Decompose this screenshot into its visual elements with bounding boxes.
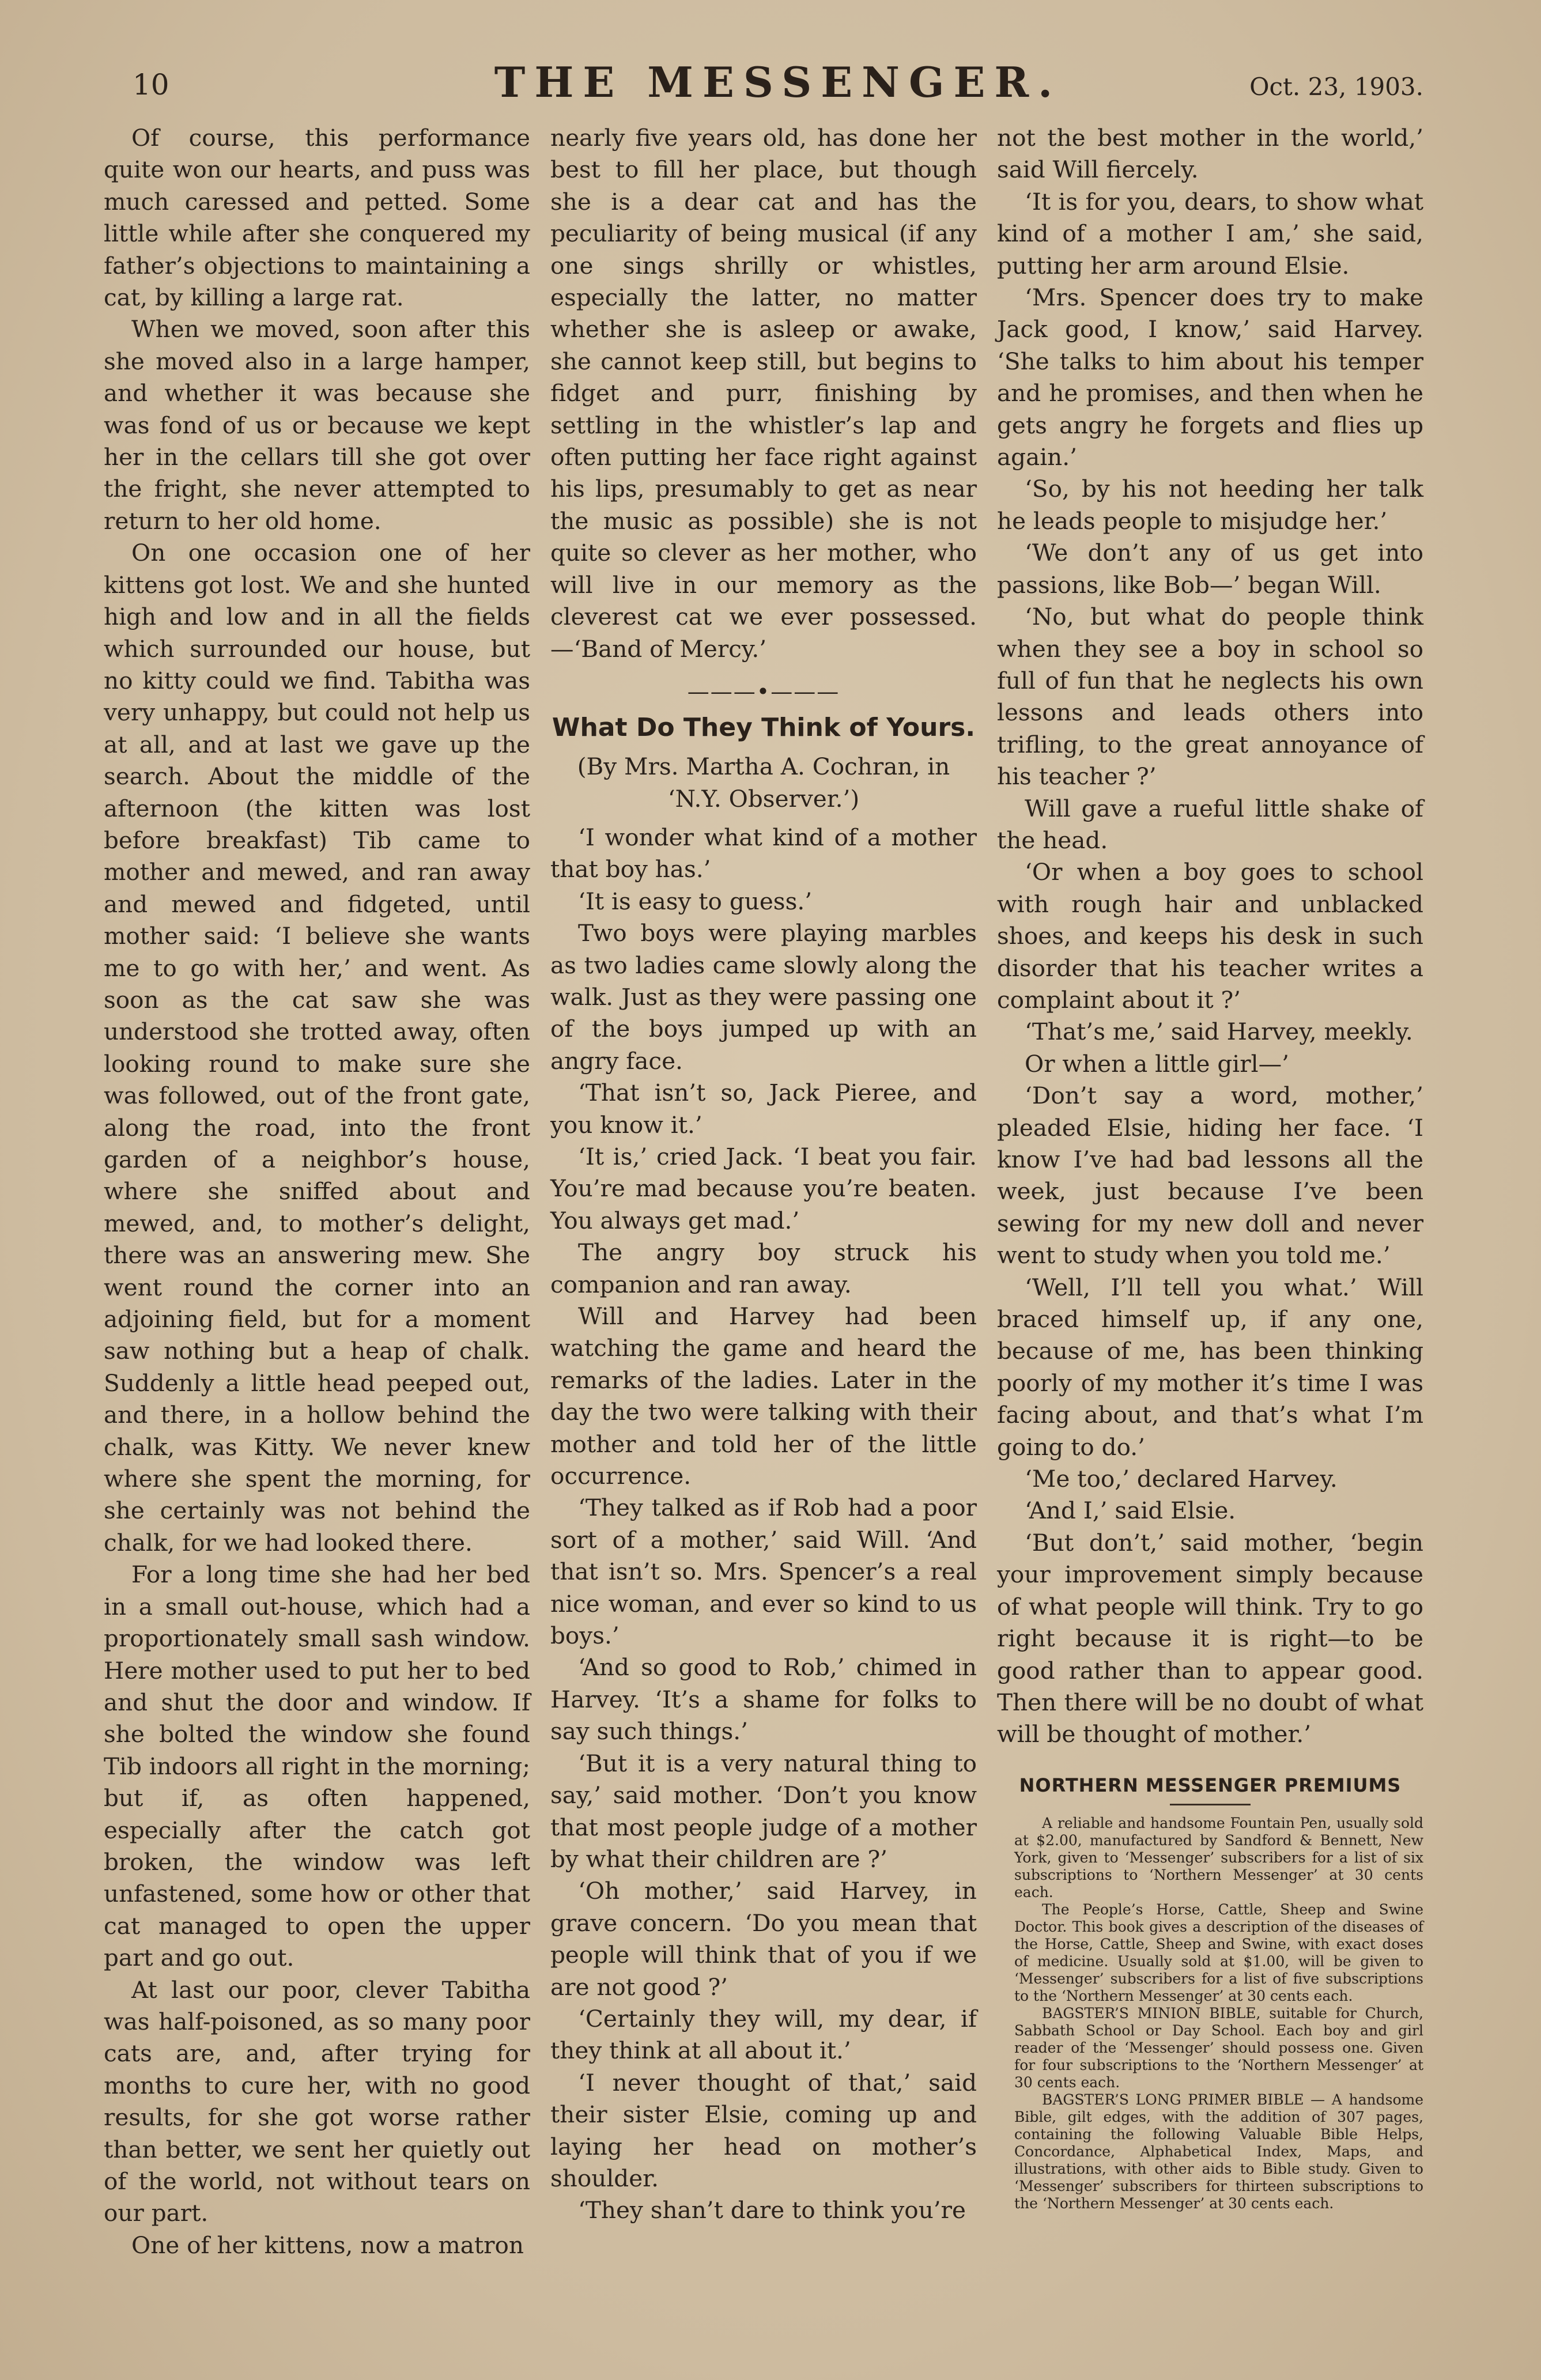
paragraph: ‘I wonder what kind of a mother that boy has.’ bbox=[550, 823, 977, 883]
paragraph: ‘But it is a very natural thing to say,’ said mother. ‘Don’t you know that most people judge of a mother by what their children are ?’ bbox=[550, 1749, 977, 1873]
paragraph: ‘No, but what do people think when they see a boy in school so full of fun that he neglects his own lessons and leads others into trifling, to the great annoyance of his teacher ?’ bbox=[997, 603, 1423, 791]
paragraph: Of course, this performance quite won our hearts, and puss was much caressed and petted. Some little while after she conquered my father’s objections to maintaining a cat, by killing a large rat. bbox=[104, 124, 530, 312]
page-number: 10 bbox=[133, 68, 169, 101]
section-divider: ———•——— bbox=[687, 678, 840, 704]
paragraph: not the best mother in the world,’ said Will fiercely. bbox=[997, 124, 1423, 184]
paragraph: When we moved, soon after this she moved also in a large hamper, and whether it was because she was fond of us or because we kept her in the cellars till she got over the fright, she never attempted to return to her old home. bbox=[104, 315, 530, 535]
paragraph: nearly five years old, has done her best to fill her place, but though she is a dear cat and has the peculiarity of being musical (if any one sings shrilly or whistles, especially the latter, no matter whether she is asleep or awake, she cannot keep still, but begins to fidget and purr, finishing by settling in the whistler’s lap and often putting her face right against his lips, presumably to get as near the music as possible) she is not quite so clever as her mother, who will live in our memory as the cleverest cat we ever possessed.—‘Band of Mercy.’ bbox=[550, 124, 977, 663]
divider-rule bbox=[1170, 1804, 1251, 1805]
paragraph: At last our poor, clever Tabitha was half-poisoned, as so many poor cats are, and, after trying for months to cure her, with no good results, for she got worse rather than better, we sent her quietly out of the world, not without tears on our part. bbox=[104, 1975, 530, 2227]
paragraph: ‘And I,’ said Elsie. bbox=[1025, 1497, 1236, 1525]
paragraph: ‘They talked as if Rob had a poor sort of a mother,’ said Will. ‘And that isn’t so. Mrs. Spencer’s a real nice woman, and ever so kind to us boys.’ bbox=[550, 1494, 977, 1650]
story-byline: (By Mrs. Martha A. Cochran, in ‘N.Y. Observer.’) bbox=[577, 752, 950, 813]
paragraph: ‘That isn’t so, Jack Pieree, and you know it.’ bbox=[550, 1079, 977, 1139]
paragraph: ‘Or when a boy goes to school with rough hair and unblacked shoes, and keeps his desk in such disorder that his teacher writes a complaint about it ?’ bbox=[997, 858, 1423, 1014]
paragraph: ‘And so good to Rob,’ chimed in Harvey. ‘It’s a shame for folks to say such things.’ bbox=[550, 1653, 977, 1746]
premium-item: BAGSTER’S LONG PRIMER BIBLE — A handsome Bible, gilt edges, with the addition of 307 pages, containing the following Valuable Bible Helps, Concordance, Alphabetical Index, Maps, and illustrations, with other aids to Bible study. Given to ‘Messenger’ subscribers for thirteen subscriptions to the ‘Northern Messenger’ at 30 cents each. bbox=[1014, 2091, 1423, 2212]
column-3 bbox=[997, 122, 1423, 2212]
column-2 bbox=[550, 122, 977, 2227]
issue-date: Oct. 23, 1903. bbox=[1249, 73, 1423, 101]
paragraph: ‘Don’t say a word, mother,’ pleaded Elsie, hiding her face. ‘I know I’ve had bad lessons all the week, just because I’ve been sewing for my new doll and never went to study when you told me.’ bbox=[997, 1082, 1423, 1270]
paragraph: ‘It is easy to guess.’ bbox=[578, 887, 813, 915]
paragraph: Will gave a rueful little shake of the head. bbox=[997, 794, 1423, 854]
paragraph: ‘Certainly they will, my dear, if they think at all about it.’ bbox=[550, 2004, 977, 2065]
premium-item: A reliable and handsome Fountain Pen, usually sold at $2.00, manufactured by Sandford & Bennett, New York, given to ‘Messenger’ subscribers for a list of six subscriptions to ‘Northern Messenger’ at 30 cents each. bbox=[1014, 1814, 1423, 1901]
paragraph: Will and Harvey had been watching the game and heard the remarks of the ladies. Later in the day the two were talking with their mother and told her of the little occurrence. bbox=[550, 1302, 977, 1490]
paragraph: ‘Well, I’ll tell you what.’ Will braced himself up, if any one, because of me, has been thinking poorly of my mother it’s time I was facing about, and that’s what I’m going to do.’ bbox=[997, 1273, 1423, 1461]
paragraph: ‘It is,’ cried Jack. ‘I beat you fair. You’re mad because you’re beaten. You always get mad.’ bbox=[550, 1142, 977, 1234]
paragraph: Two boys were playing marbles as two ladies came slowly along the walk. Just as they were passing one of the boys jumped up with an angry face. bbox=[550, 919, 977, 1075]
page-header bbox=[133, 58, 1423, 109]
paragraph: ‘Me too,’ declared Harvey. bbox=[1025, 1465, 1338, 1493]
paragraph: ‘That’s me,’ said Harvey, meekly. bbox=[1025, 1018, 1413, 1046]
paragraph: On one occasion one of her kittens got lost. We and she hunted high and low and in all the fields which surrounded our house, but no kitty could we find. Tabitha was very unhappy, but could not help us at all, and at last we gave up the search. About the middle of the afternoon (the kitten was lost before breakfast) Tib came to mother and mewed, and ran away and mewed and fidgeted, until mother said: ‘I believe she wants me to go with her,’ and went. As soon as the cat saw she was understood she trotted away, often looking round to make sure she was followed, out of the front gate, along the road, into the front garden of a neighbor’s house, where she sniffed about and mewed, and, to mother’s delight, there was an answering mew. She went round the corner into an adjoining field, but for a moment saw nothing but a heap of chalk. Suddenly a little head peeped out, and there, in a hollow behind the chalk, was Kitty. We never knew where she spent the morning, for she certainly was not behind the chalk, for we had looked there. bbox=[104, 539, 530, 1557]
premium-item: BAGSTER’S MINION BIBLE, suitable for Church, Sabbath School or Day School. Each boy and girl reader of the ‘Messenger’ should possess one. Given for four subscriptions to the ‘Northern Messenger’ at 30 cents each. bbox=[1014, 2004, 1423, 2091]
paragraph: Or when a little girl—’ bbox=[1025, 1049, 1289, 1078]
paragraph: ‘Oh mother,’ said Harvey, in grave concern. ‘Do you mean that people will think that of you if we are not good ?’ bbox=[550, 1877, 977, 2001]
column-1 bbox=[104, 122, 530, 2261]
paragraph: ‘So, by his not heeding her talk he leads people to misjudge her.’ bbox=[997, 475, 1423, 535]
premiums-heading: NORTHERN MESSENGER PREMIUMS bbox=[1019, 1774, 1402, 1796]
paragraph: ‘It is for you, dears, to show what kind of a mother I am,’ she said, putting her arm around Elsie. bbox=[997, 187, 1423, 279]
story-title: What Do They Think of Yours. bbox=[552, 712, 976, 742]
paragraph: ‘I never thought of that,’ said their sister Elsie, coming up and laying her head on mother’s shoulder. bbox=[550, 2068, 977, 2192]
premium-item: The People’s Horse, Cattle, Sheep and Swine Doctor. This book gives a description of the diseases of the Horse, Cattle, Sheep and Swine, with exact doses of medicine. Usually sold at $1.00, will be given to ‘Messenger’ subscribers for a list of five subscriptions to the ‘Northern Messenger’ at 30 cents each. bbox=[1014, 1901, 1423, 2004]
paragraph: The angry boy struck his companion and ran away. bbox=[550, 1238, 977, 1298]
paragraph: One of her kittens, now a matron bbox=[131, 2231, 524, 2259]
paragraph: For a long time she had her bed in a small out-house, which had a proportionately small sash window. Here mother used to put her to bed and shut the door and window. If she bolted the window she found Tib indoors all right in the morning; but if, as often happened, especially after the catch got broken, the window was left unfastened, some how or other that cat managed to open the upper part and go out. bbox=[104, 1561, 530, 1972]
masthead: THE MESSENGER. bbox=[494, 58, 1062, 107]
paragraph: ‘But don’t,’ said mother, ‘begin your improvement simply because of what people will think. Try to go right because it is right—to be good rather than to appear good. Then there will be no doubt of what will be thought of mother.’ bbox=[997, 1528, 1423, 1748]
paragraph: ‘They shan’t dare to think you’re bbox=[578, 2196, 966, 2224]
paragraph: ‘We don’t any of us get into passions, like Bob—’ began Will. bbox=[997, 539, 1423, 599]
paragraph: ‘Mrs. Spencer does try to make Jack good, I know,’ said Harvey. ‘She talks to him about his temper and he promises, and then when he gets angry he forgets and flies up again.’ bbox=[997, 284, 1423, 471]
